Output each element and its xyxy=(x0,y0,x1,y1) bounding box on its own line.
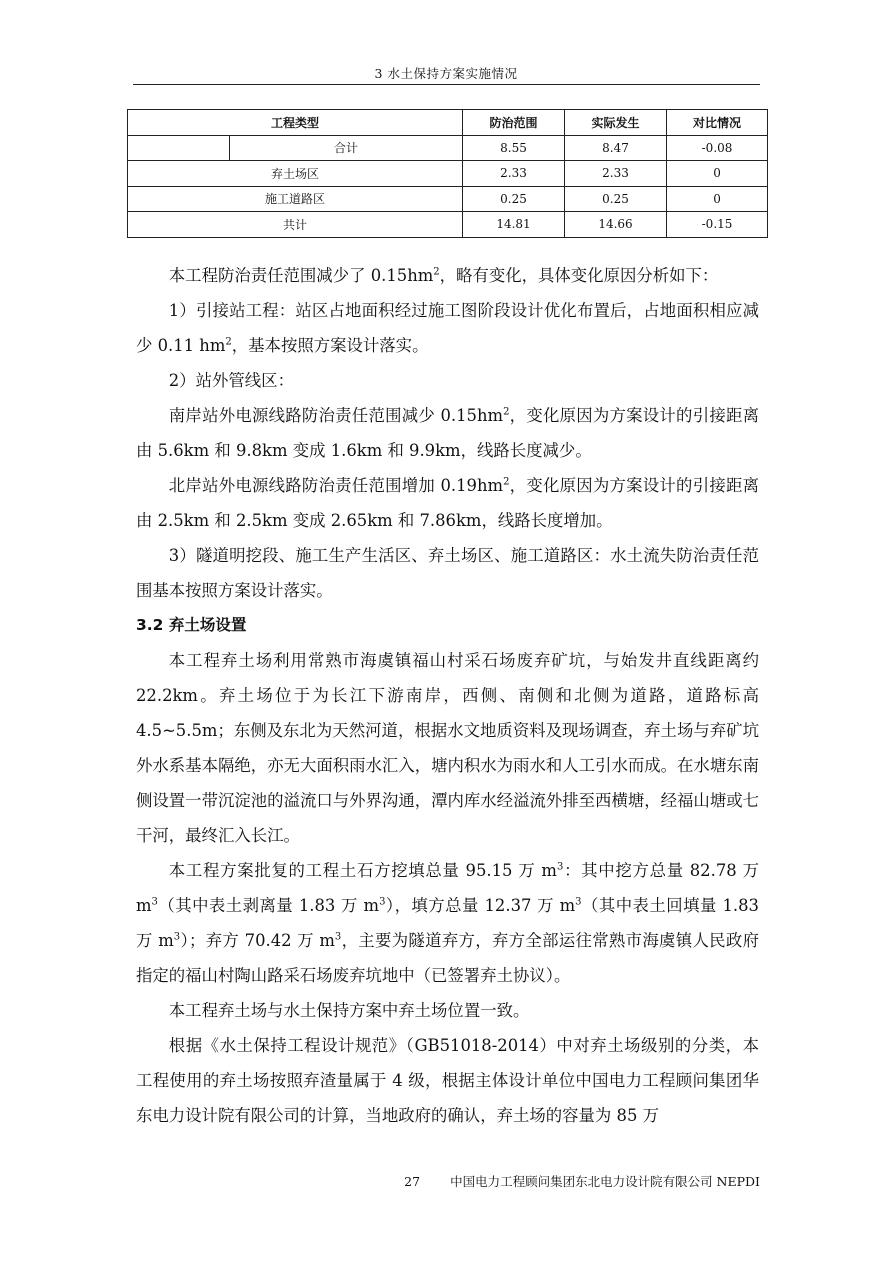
table-cell: 0 xyxy=(667,186,768,212)
table-header-cell: 实际发生 xyxy=(565,110,667,136)
superscript: 3 xyxy=(151,896,158,908)
superscript: 3 xyxy=(575,896,582,908)
header-rule xyxy=(133,84,760,85)
paragraph xyxy=(136,468,759,538)
text-run: 本工程防治责任范围减少了 0.15hm xyxy=(168,266,434,285)
text-run: ：其中挖方总量 82.78 万 m xyxy=(136,861,759,915)
text-run: ，变化原因为方案设计的引接距离由 2.5km 和 2.5km 变成 2.65km 和 7.86km，线路长度增加。 xyxy=(136,476,760,530)
section-heading: 3.2 弃土场设置 xyxy=(136,616,247,634)
table-row xyxy=(128,161,768,187)
table-cell: 0.25 xyxy=(565,186,667,212)
table-cell: 共计 xyxy=(128,212,463,238)
table-cell: 14.66 xyxy=(565,212,667,238)
paragraph xyxy=(136,293,759,363)
table-cell: -0.08 xyxy=(667,135,768,161)
superscript: 2 xyxy=(433,266,440,278)
superscript: 3 xyxy=(173,931,181,943)
superscript: 2 xyxy=(225,336,232,348)
text-run: ），填方总量 12.37 万 m xyxy=(385,896,576,915)
table-cell: 8.47 xyxy=(565,135,667,161)
text-run: ，变化原因为方案设计的引接距离由 5.6km 和 9.8km 变成 1.6km 和 9.9km，线路长度减少。 xyxy=(136,406,760,460)
scope-comparison-table xyxy=(127,109,768,238)
superscript: 2 xyxy=(503,476,510,488)
paragraph xyxy=(136,398,759,468)
table-cell-blank xyxy=(128,135,230,161)
text-run: 北岸站外电源线路防治责任范围增加 0.19hm xyxy=(168,476,504,495)
footer-organization: 中国电力工程顾问集团东北电力设计院有限公司 NEPDI xyxy=(450,1174,760,1189)
text-run: 本工程方案批复的工程土石方挖填总量 95.15 万 m xyxy=(168,861,557,880)
text-run: （其中表土剥离量 1.83 万 m xyxy=(157,896,380,915)
table-header-cell: 防治范围 xyxy=(463,110,565,136)
table-header-cell: 工程类型 xyxy=(128,110,463,136)
page-footer xyxy=(0,1172,760,1190)
text-run: 1）引接站工程：站区占地面积经过施工图阶段设计优化布置后，占地面积相应减少 0.11 hm xyxy=(136,301,759,355)
table-row xyxy=(128,212,768,238)
table-header-row xyxy=(128,110,768,136)
table-cell: 0 xyxy=(667,161,768,187)
paragraph: 本工程弃土场与水土保持方案中弃土场位置一致。 xyxy=(168,1001,530,1020)
table-cell: 施工道路区 xyxy=(128,186,463,212)
table-cell: 弃土场区 xyxy=(128,161,463,187)
paragraph: 3）隧道明挖段、施工生产生活区、弃土场区、施工道路区：水土流失防治责任范围基本按照方案设计落实。 xyxy=(136,546,759,600)
page-header-title: 3 水土保持方案实施情况 xyxy=(374,66,518,81)
text-run: （其中表土回填量 1.83 万 m xyxy=(136,896,759,950)
table-cell: 合计 xyxy=(230,135,463,161)
table-cell: 0.25 xyxy=(463,186,565,212)
paragraph: 2）站外管线区： xyxy=(168,371,294,390)
paragraph xyxy=(136,853,759,993)
superscript: 3 xyxy=(556,861,564,873)
text-run: ，主要为隧道弃方，弃方全部运往常熟市海虞镇人民政府指定的福山村陶山路采石场废弃坑地中（已签署弃土协议）。 xyxy=(136,931,759,985)
body-text xyxy=(136,258,759,1133)
text-run: 南岸站外电源线路防治责任范围减少 0.15hm xyxy=(168,406,504,425)
paragraph: 根据《水土保持工程设计规范》（GB51018-2014）中对弃土场级别的分类，本工程使用的弃土场按照弃渣量属于 4 级，根据主体设计单位中国电力工程顾问集团华东电力设计院有限公司的计算，当地政府的确认，弃土场的容量为 85 万 xyxy=(136,1036,759,1125)
table-cell: 8.55 xyxy=(463,135,565,161)
table-cell: 2.33 xyxy=(463,161,565,187)
table-cell: 14.81 xyxy=(463,212,565,238)
superscript: 2 xyxy=(503,406,510,418)
text-run: ，基本按照方案设计落实。 xyxy=(231,336,429,355)
text-run: ，略有变化，具体变化原因分析如下： xyxy=(439,266,719,285)
superscript: 3 xyxy=(334,931,342,943)
table-cell: 2.33 xyxy=(565,161,667,187)
paragraph: 本工程弃土场利用常熟市海虞镇福山村采石场废弃矿坑，与始发井直线距离约 22.2km。弃土场位于为长江下游南岸，西侧、南侧和北侧为道路，道路标高 4.5~5.5m；东侧及东北为天然河道，根据水文地质资料及现场调查，弃土场与弃矿坑外水系基本隔绝，亦无大面积雨水汇入，塘内积水为雨水和人工引水而成。在水塘东南侧设置一带沉淀池的溢流口与外界沟通，潭内库水经溢流外排至西横塘，经福山塘或七干河，最终汇入长江。 xyxy=(136,651,759,845)
text-run: ）；弃方 70.42 万 m xyxy=(180,931,335,950)
table-cell: -0.15 xyxy=(667,212,768,238)
table-header-cell: 对比情况 xyxy=(667,110,768,136)
table-row xyxy=(128,186,768,212)
table-row xyxy=(128,135,768,161)
superscript: 3 xyxy=(379,896,386,908)
paragraph xyxy=(136,258,759,293)
page-number: 27 xyxy=(404,1174,421,1189)
